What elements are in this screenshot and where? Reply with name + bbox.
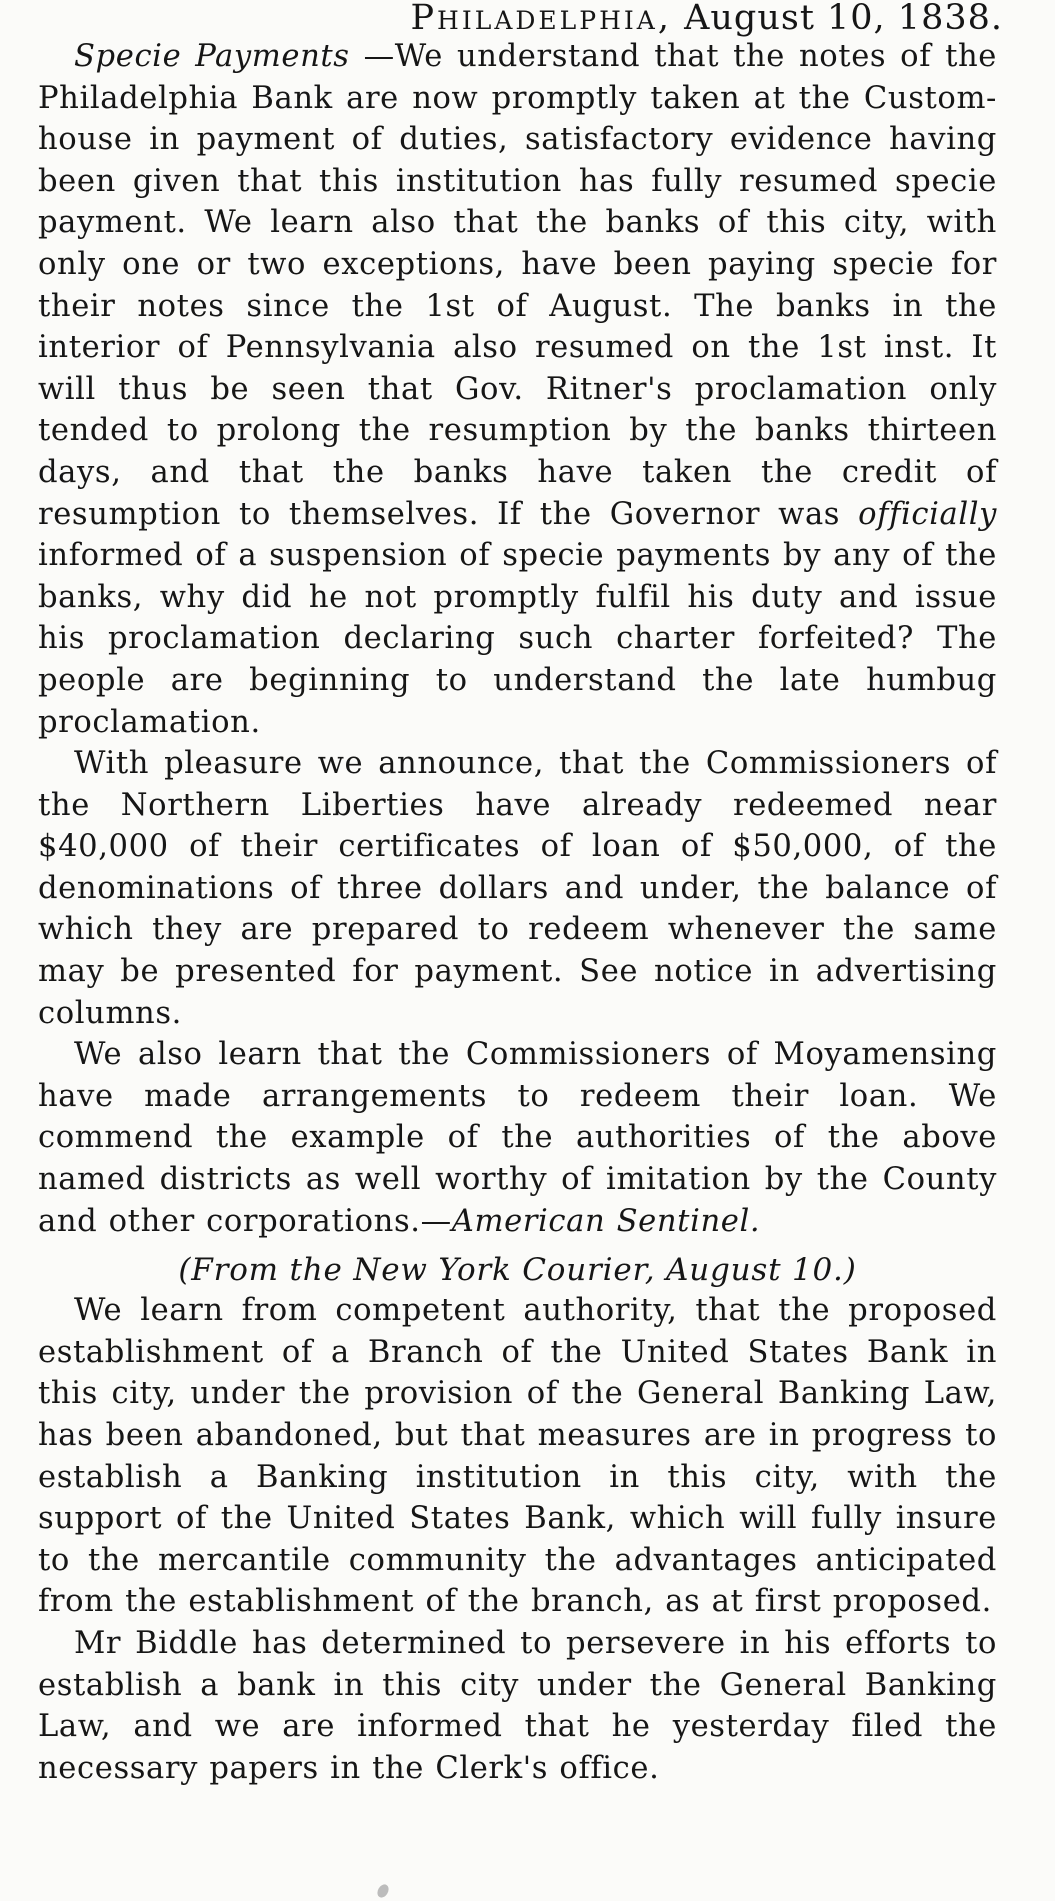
paragraph-text: —We understand that the notes of the Philadelphia Bank are now promptly taken at the Custom-house in payment of duties, satisfactory evidence having been given that this institution has fully resumed specie payment. We learn also that the banks of this city, with only one or two exceptions, have been paying specie for their notes since the 1st of August. The banks in the interior of Pennsylvania also resumed on the 1st inst. It will thus be seen that Gov. Ritner's proclamation only tended to prolong the resumption by the banks thirteen days, and that the banks have taken the credit of resumption to themselves. If the Governor was	[38, 39, 997, 532]
ink-smudge	[375, 1882, 391, 1899]
article-lead-title: Specie Payments	[74, 39, 350, 74]
dateline-date: August 10, 1838.	[684, 0, 1003, 38]
dateline	[38, 0, 1003, 36]
article-paragraph-branch-bank: We learn from competent authority, that the proposed establishment of a Branch of the United States Bank in this city, under the provision of the General Banking Law, has been abandoned, but that measures are in progress to establish a Banking institution in this city, with the support of the United States Bank, which will fully insure to the mercantile community the advantages anticipated from the establishment of the branch, as at first proposed.	[38, 1293, 997, 1620]
dateline-place: Philadelphia,	[410, 0, 672, 38]
source-credit: American Sentinel.	[451, 1203, 761, 1239]
article-paragraph-specie-payments	[38, 36, 997, 743]
emphasis-text: officially	[858, 496, 997, 532]
source-heading: (From the New York Courier, August 10.)	[178, 1252, 857, 1289]
article-paragraph-biddle: Mr Biddle has determined to persevere in his efforts to establish a bank in this city under the General Banking Law, and we are informed that he yesterday filed the necessary papers in the Clerk's office.	[38, 1625, 997, 1786]
paragraph-text: We also learn that the Commissioners of Moyamensing have made arrangements to redeem their loan. We commend the example of the authorities of the above named districts as well worthy of imitation by the County and other corporations.—	[38, 1037, 997, 1239]
paragraph-text-continued: informed of a suspension of specie payments by any of the banks, why did he not promptly fulfil his duty and issue his proclamation declaring such charter forfeited? The people are beginning to understand the late humbug proclamation.	[38, 538, 997, 740]
article-paragraph-northern-liberties: With pleasure we announce, that the Commissioners of the Northern Liberties have already redeemed near $40,000 of their certificates of loan of $50,000, of the denominations of three dollars and under, the balance of which they are prepared to redeem whenever the same may be presented for payment. See notice in advertising columns.	[38, 746, 997, 1031]
article-paragraph-moyamensing	[38, 1034, 997, 1242]
